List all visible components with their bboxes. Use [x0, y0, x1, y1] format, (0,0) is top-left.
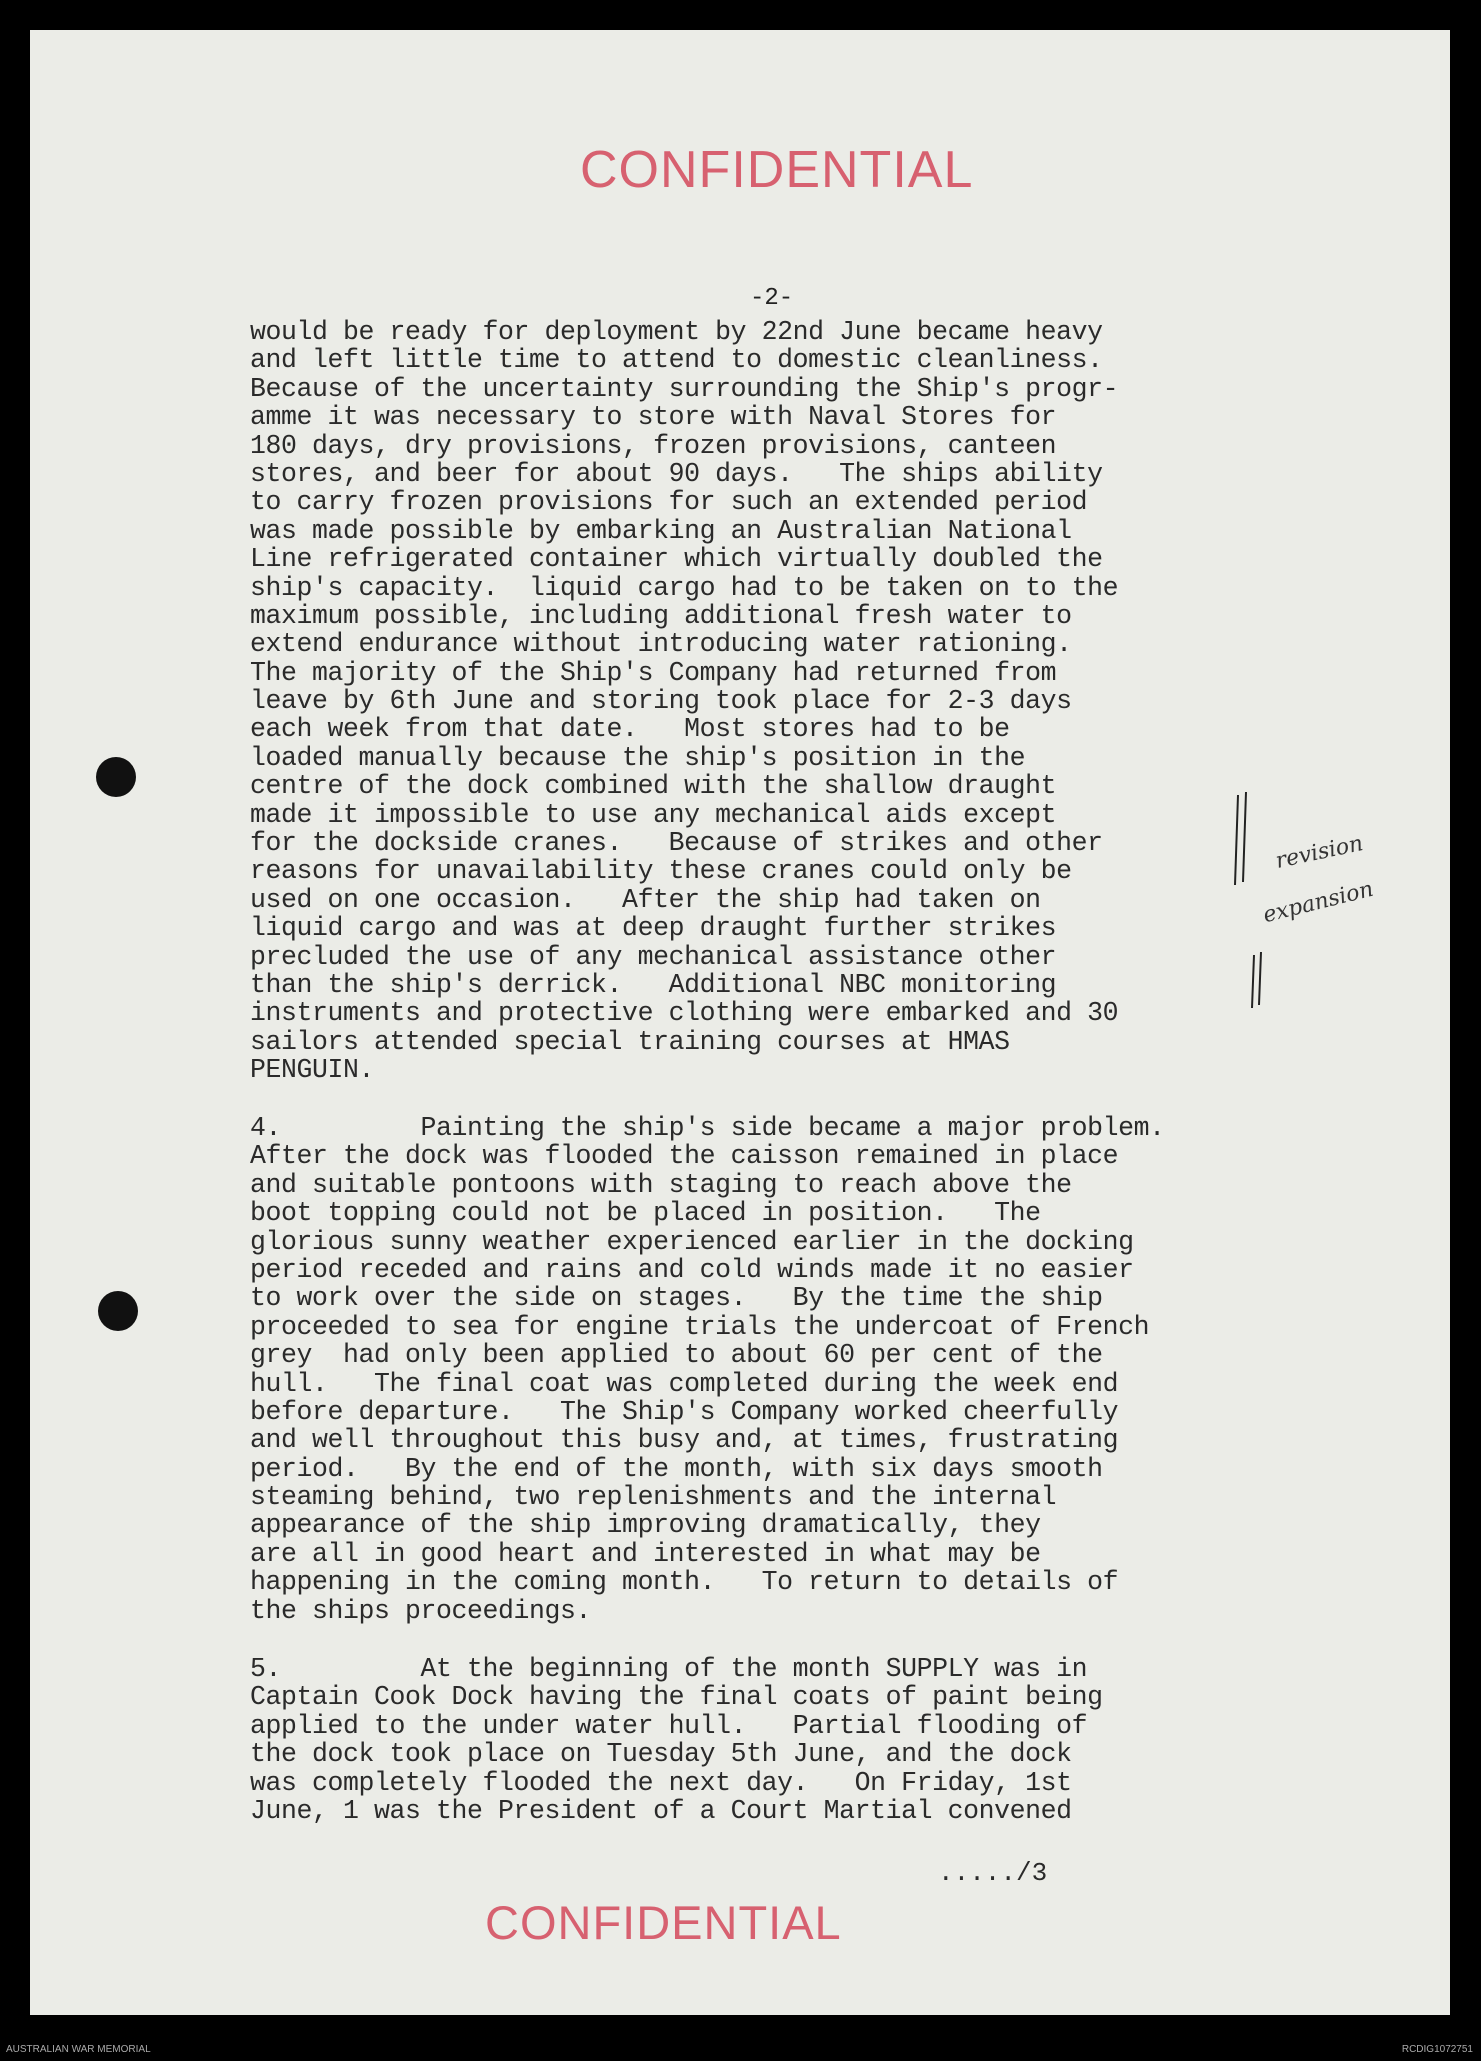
text-line: period receded and rains and cold winds made it no easier: [250, 1254, 1134, 1285]
punch-hole-lower: [98, 1291, 138, 1331]
text-line: The majority of the Ship's Company had returned from: [250, 657, 1057, 688]
text-line: After the dock was flooded the caisson remained in place: [250, 1141, 1119, 1172]
text-line: and left little time to attend to domestic cleanliness.: [250, 345, 1103, 376]
text-line: instruments and protective clothing were embarked and 30: [250, 998, 1119, 1029]
text-line: before departure. The Ship's Company worked cheerfully: [250, 1396, 1119, 1427]
text-line: are all in good heart and interested in what may be: [250, 1538, 1041, 1569]
text-line: 5. At the beginning of the month SUPPLY was in: [250, 1654, 1088, 1684]
text-line: ship's capacity. liquid cargo had to be taken on to the: [250, 572, 1119, 603]
text-line: made it impossible to use any mechanical aids except: [250, 799, 1057, 830]
continuation-marker: ...../3: [938, 1858, 1048, 1888]
text-line: June, 1 was the President of a Court Martial convened: [250, 1795, 1072, 1826]
footer-id: RCDIG1072751: [1401, 2044, 1473, 2055]
text-line: was made possible by embarking an Australian National: [250, 515, 1072, 546]
text-line: for the dockside cranes. Because of strikes and other: [250, 828, 1103, 859]
confidential-stamp-bottom: CONFIDENTIAL: [485, 1896, 842, 1949]
text-line: Captain Cook Dock having the final coats of paint being: [250, 1682, 1103, 1713]
text-line: the dock took place on Tuesday 5th June, and the dock: [250, 1739, 1072, 1770]
footer-source: AUSTRALIAN WAR MEMORIAL: [6, 2044, 151, 2055]
handwritten-note-revision: revision: [1273, 831, 1366, 874]
archive-footer: [0, 2044, 1481, 2061]
text-line: 180 days, dry provisions, frozen provisions, canteen: [250, 430, 1057, 461]
text-line: grey had only been applied to about 60 per cent of the: [250, 1340, 1103, 1371]
text-line: Line refrigerated container which virtually doubled the: [250, 544, 1103, 575]
text-line: PENGUIN.: [250, 1055, 375, 1086]
text-line: reasons for unavailability these cranes could only be: [250, 856, 1072, 887]
text-line: extend endurance without introducing water rationing.: [250, 629, 1072, 660]
confidential-stamp-top: CONFIDENTIAL: [580, 141, 974, 199]
text-line: precluded the use of any mechanical assistance other: [250, 941, 1057, 972]
text-line: amme it was necessary to store with Naval Stores for: [250, 402, 1057, 433]
text-line: boot topping could not be placed in position. The: [250, 1198, 1041, 1229]
text-line: loaded manually because the ship's position in the: [250, 742, 1026, 773]
text-line: 4. Painting the ship's side became a major problem.: [250, 1113, 1165, 1143]
text-line: happening in the coming month. To return to details of: [250, 1567, 1119, 1598]
paragraph-4: [250, 1114, 1250, 1625]
text-line: and well throughout this busy and, at times, frustrating: [250, 1425, 1119, 1456]
text-line: leave by 6th June and storing took place for 2-3 days: [250, 686, 1072, 717]
paragraph-3-continued: [250, 318, 1250, 1085]
text-line: appearance of the ship improving dramatically, they: [250, 1510, 1041, 1541]
text-line: stores, and beer for about 90 days. The ships ability: [250, 458, 1103, 489]
text-line: used on one occasion. After the ship had taken on: [250, 884, 1041, 915]
text-line: applied to the under water hull. Partial flooding of: [250, 1710, 1088, 1741]
text-line: hull. The final coat was completed during the week end: [250, 1368, 1119, 1399]
text-line: to carry frozen provisions for such an extended period: [250, 487, 1088, 518]
text-line: would be ready for deployment by 22nd June became heavy: [250, 317, 1103, 347]
text-line: to work over the side on stages. By the time the ship: [250, 1283, 1103, 1314]
text-line: maximum possible, including additional fresh water to: [250, 600, 1072, 631]
text-line: liquid cargo and was at deep draught further strikes: [250, 913, 1057, 944]
text-line: was completely flooded the next day. On Friday, 1st: [250, 1767, 1072, 1798]
text-line: period. By the end of the month, with six days smooth: [250, 1453, 1103, 1484]
text-line: Because of the uncertainty surrounding the Ship's progr-: [250, 373, 1119, 404]
text-line: and suitable pontoons with staging to reach above the: [250, 1169, 1072, 1200]
text-line: centre of the dock combined with the shallow draught: [250, 771, 1057, 802]
text-line: the ships proceedings.: [250, 1595, 592, 1626]
text-line: glorious sunny weather experienced earlier in the docking: [250, 1226, 1134, 1257]
paragraph-5: [250, 1655, 1250, 1825]
text-line: steaming behind, two replenishments and the internal: [250, 1482, 1057, 1513]
text-line: sailors attended special training courses at HMAS: [250, 1026, 1010, 1057]
text-line: each week from that date. Most stores had to be: [250, 714, 1010, 745]
handwritten-note-expansion: expansion: [1260, 876, 1376, 929]
text-line: proceeded to sea for engine trials the undercoat of French: [250, 1311, 1150, 1342]
text-line: than the ship's derrick. Additional NBC monitoring: [250, 969, 1057, 1000]
margin-bracket-icon: [1230, 790, 1270, 1010]
page-number: -2-: [750, 285, 794, 312]
punch-hole-upper: [96, 757, 136, 797]
